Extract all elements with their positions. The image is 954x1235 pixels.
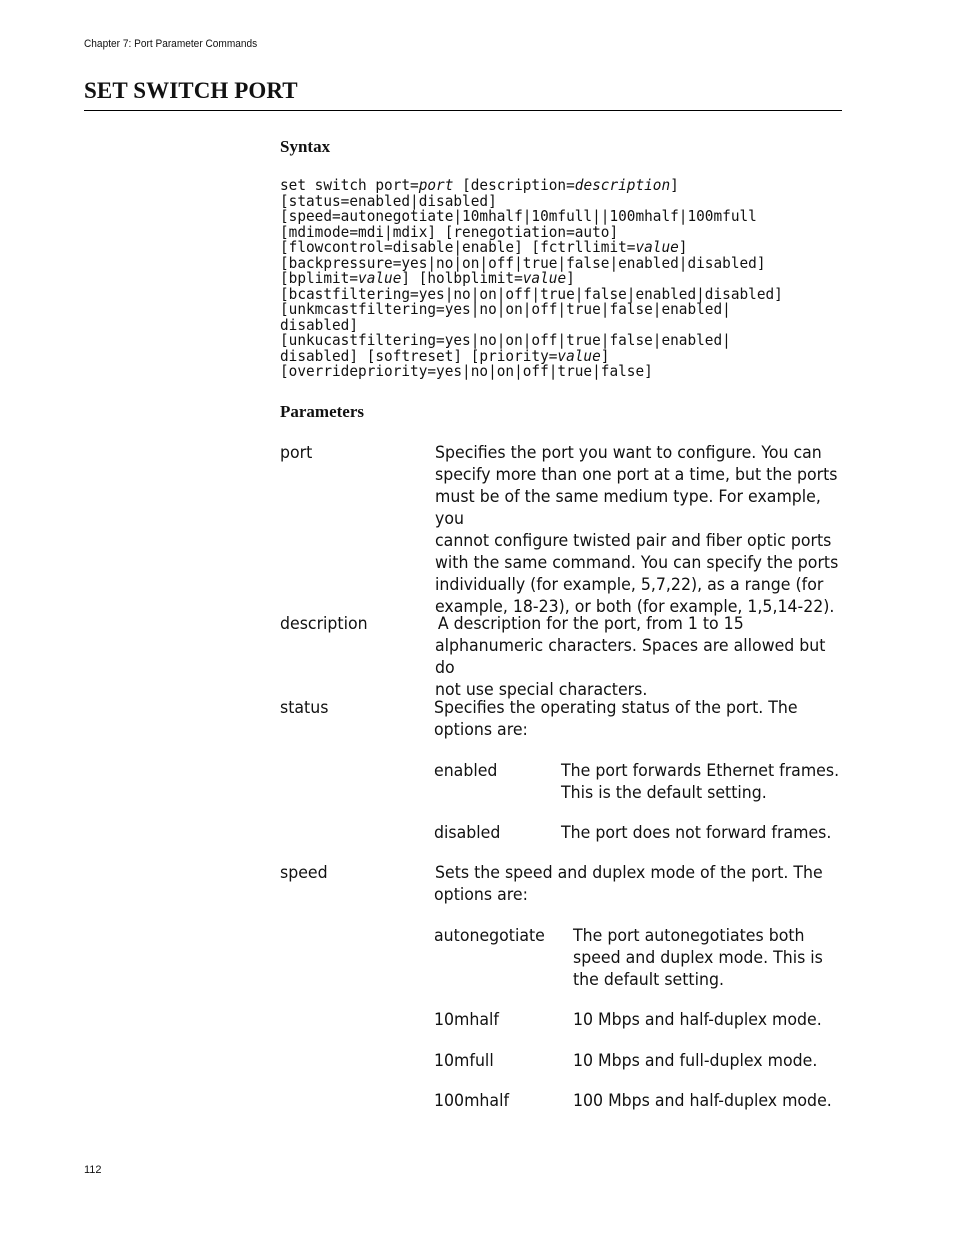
- syntax-text: ] [holbplimit=: [401, 269, 523, 287]
- title-rule: [84, 110, 842, 111]
- syntax-text: [mdimode=mdi|mdix] [renegotiation=auto]: [280, 222, 619, 241]
- syntax-text: [unkmcastfiltering=yes|no|on|off|true|false|enabled|: [280, 300, 731, 318]
- param-term-port: port: [280, 443, 313, 462]
- syntax-code-block: [280, 178, 783, 380]
- syntax-text: [backpressure=yes|no|on|off|true|false|enabled|disabled]: [280, 253, 766, 272]
- syntax-text: [description=: [453, 176, 575, 194]
- option-desc-100mhalf: 100 Mbps and half-duplex mode.: [573, 1091, 832, 1110]
- param-desc-description: A description for the port, from 1 to 15 alphanumeric characters. Spaces are allowed but do not use special characters.: [435, 614, 826, 699]
- option-term-disabled: disabled: [434, 823, 501, 842]
- running-header: Chapter 7: Port Parameter Commands: [84, 38, 258, 50]
- syntax-placeholder: description: [574, 176, 671, 194]
- syntax-text: set switch port=: [280, 176, 419, 194]
- syntax-placeholder: value: [635, 238, 679, 256]
- syntax-placeholder: value: [522, 269, 567, 287]
- param-desc-port: Specifies the port you want to configure. You can specify more than one port at a time, but the ports must be of the same medium type. For example, you cannot configure twisted pair and fiber optic ports with the same command. You can specify the ports individually (for example, 5,7,22), as a range (for example, 18-23), or both (for example, 1,5,14-22).: [435, 443, 839, 616]
- syntax-placeholder: value: [557, 346, 601, 365]
- option-term-enabled: enabled: [434, 761, 498, 780]
- syntax-text: disabled]: [280, 315, 359, 334]
- syntax-placeholder: value: [358, 269, 402, 287]
- option-term-100mhalf: 100mhalf: [434, 1091, 509, 1110]
- syntax-text: [flowcontrol=disable|enable] [fctrllimit=: [280, 238, 636, 256]
- syntax-heading: Syntax: [280, 137, 331, 156]
- option-desc-disabled: The port does not forward frames.: [561, 823, 832, 842]
- syntax-placeholder: port: [418, 176, 454, 194]
- syntax-text: ]: [566, 269, 575, 287]
- syntax-line: [280, 364, 783, 380]
- param-term-description: description: [280, 614, 368, 633]
- syntax-text: [status=enabled|disabled]: [280, 191, 497, 210]
- syntax-text: ]: [678, 238, 688, 256]
- option-term-10mfull: 10mfull: [434, 1051, 494, 1070]
- syntax-text: disabled] [softreset] [priority=: [280, 346, 558, 365]
- option-term-10mhalf: 10mhalf: [434, 1010, 499, 1029]
- syntax-text: ]: [670, 176, 679, 194]
- option-desc-10mhalf: 10 Mbps and half-duplex mode.: [573, 1010, 822, 1029]
- param-term-speed: speed: [280, 863, 328, 882]
- option-desc-enabled: The port forwards Ethernet frames. This is the default setting.: [561, 761, 840, 802]
- syntax-text: [unkucastfiltering=yes|no|on|off|true|false|enabled|: [280, 331, 731, 349]
- option-term-autonegotiate: autonegotiate: [434, 926, 545, 945]
- section-title: SET SWITCH PORT: [84, 78, 298, 103]
- option-desc-autonegotiate: The port autonegotiates both speed and duplex mode. This is the default setting.: [573, 926, 823, 989]
- syntax-text: [bcastfiltering=yes|no|on|off|true|false|enabled|disabled]: [280, 284, 783, 303]
- param-term-status: status: [280, 698, 329, 717]
- syntax-text: [bplimit=: [280, 269, 359, 287]
- page-number: 112: [84, 1164, 102, 1176]
- syntax-text: [overridepriority=yes|no|on|off|true|false]: [280, 362, 653, 380]
- syntax-text: [speed=autonegotiate|10mhalf|10mfull||100mhalf|100mfull: [280, 207, 757, 225]
- param-desc-speed: Sets the speed and duplex mode of the port. The options are:: [434, 863, 823, 904]
- parameters-heading: Parameters: [280, 402, 365, 421]
- option-desc-10mfull: 10 Mbps and full-duplex mode.: [573, 1051, 818, 1070]
- param-desc-status: Specifies the operating status of the port. The options are:: [434, 698, 798, 739]
- syntax-text: ]: [600, 346, 610, 365]
